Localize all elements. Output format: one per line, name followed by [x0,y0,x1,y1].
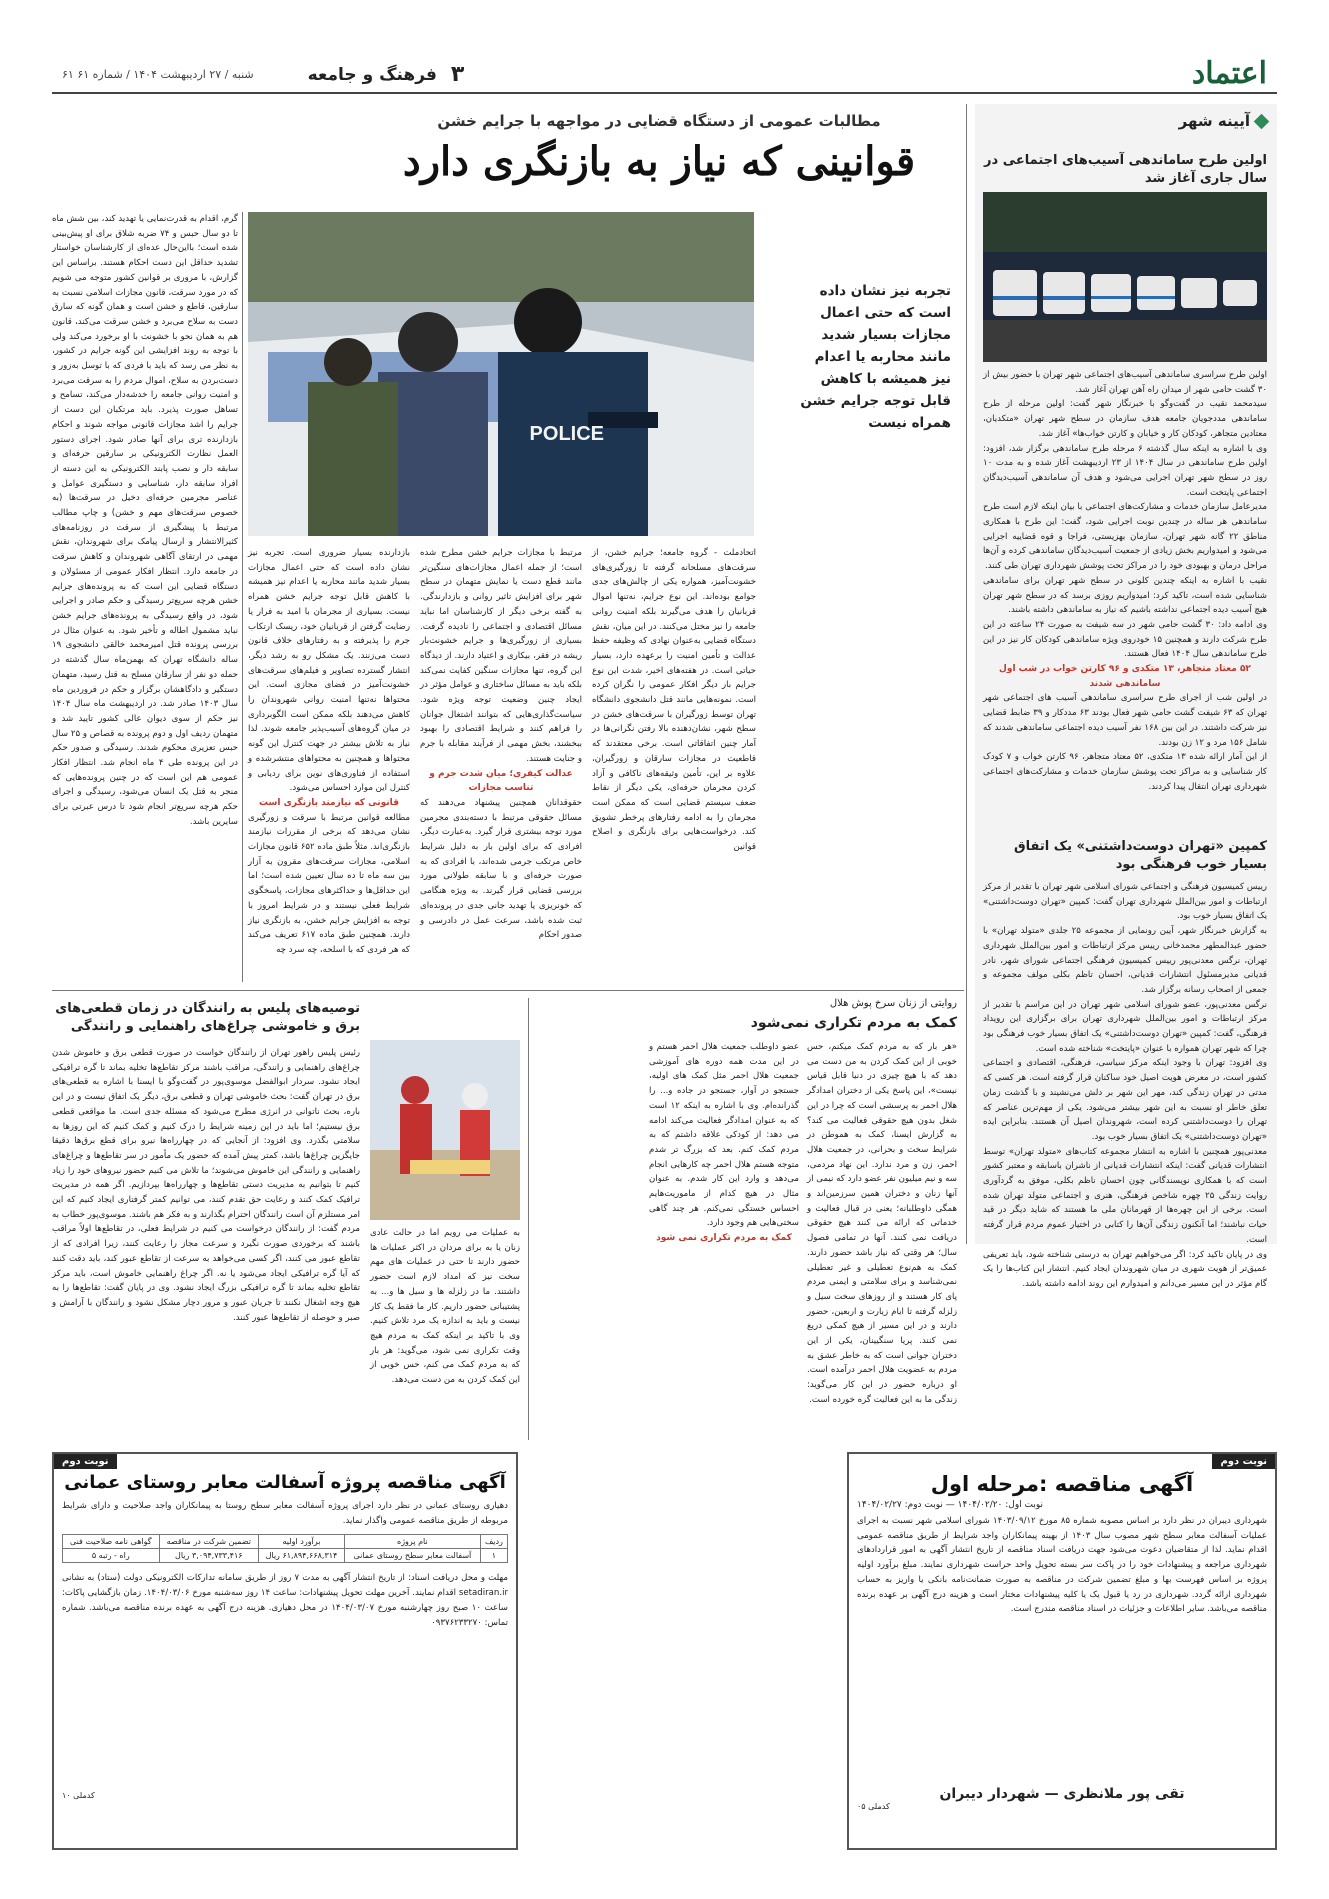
table-header-row: ردیف نام پروژه برآورد اولیه تضمین شرکت در مناقصه گواهی نامه صلاحیت فنی [63,1535,508,1549]
sidebar-section-title: آیینه شهر [1179,112,1267,130]
diamond-icon [1254,113,1270,129]
sidebar-story1-headline[interactable]: اولین طرح ساماندهی آسیب‌های اجتماعی در سال جاری آغاز شد [984,153,1267,186]
ad-tender-right [847,1452,1277,1850]
traffic-body: رئیس پلیس راهور تهران از رانندگان خواست در صورت قطعی برق و خاموش شدن چراغ‌های راهنمایی و رانندگی، مراقب باشند مرکز تقاطع‌ها تخلیه بماند تا گره ترافیکی ایجاد نشود. سردار ابوالفضل موسوی‌پور در گفت‌وگو با ایسنا با اشاره به قطعی‌های برق در تهران گفت: بحث خاموشی تهران و قطعی برق، دیگر یک اتفاق نیست و در این باره، بحث ناتوانی در انرژی مطرح می‌شود که مسئله جدی است. ما مواقعی قطعی برق نیستیم؛ اما باید در این زمینه شرایط را درک کنیم و کمک کنیم که این روزها به سلامتی بگذرد. وی افزود: از آنجایی که در چهارراه‌ها نیرو برای قطع برق‌ها دقیقا جایگزین چراغ‌ها باشد، کمتر پیش آمده که حضور یک مأمور در سر تقاطع‌ها و چراغ‌های راهنمایی و رانندگی این خاموش می‌شوند؛ ما تلاش می کنیم حضور نیروهای خود را زیاد کنیم تا بتوانیم به مدیریت دستی تقاطع‌ها و چهارراه‌ها بپردازیم. اگر همه در مدیریت ترافیک کمک کنند و رعایت حق تقدم کنند، می توانیم کمتر گرفتاری ایجاد کنیم که این امر مستلزم آن است رانندگان احترام بگذارند و به فکر هم باشند. موسوی‌پور خطاب به مردم گفت: از رانندگان درخواست می کنیم در شرایط فعلی، در تقاطع‌ها اولاً مراقب باشند که برخوردی صورت نگیرد و سرعت مجاز را رعایت کنند، زیرا افرادی که از تقاطع عبور می کنند، اگر کسی می‌خواهد به سرعت از تقاطع عبور کند، باید دقت کنند که آیا گره ترافیکی ایجاد می‌شود یا نه. اگر چراغ راهنمایی خاموش است، باید مرکز تقاطع تخلیه بماند تا گره ترافیکی بزرگ ایجاد نشود. وی در پایان گفت: تقاطع‌ها را به هیچ وجه اشغال نکنند تا جریان عبور و مرور دچار مشکل نشود و رانندگان با آرامش و صبر و حوصله از تقاطع‌ها عبور کنند. [52,1048,360,1323]
sidebar-story2-body: رییس کمیسیون فرهنگی و اجتماعی شورای اسلامی شهر تهران با تقدیر از مرکز ارتباطات و امور بین‌الملل شهرداری تهران گفت: کمپین «تهران دوست‌داشتنی» یک اتفاق بسیار خوب بود. به گزارش خبرنگار شهر، آیین رونمایی از مجموعه ۲۵ جلدی «متولد تهران» با حضور عبدالمطهر محمدخانی رییس مرکز ارتباطات و امور بین‌الملل شهرداری تهران، نرگس معدنی‌پور رییس کمیسیون فرهنگی اجتماعی شورای شهر، نادر قدیانی مدیرمسئول انتشارات قدیانی، احسان تاظم بکلی مولف مجموعه و جمعی از اصحاب رسانه برگزار شد. نرگس معدنی‌پور، عضو شورای اسلامی شهر تهران در این مراسم با تقدیر از مرکز ارتباطات و امور بین‌الملل شهرداری تهران برای برگزاری این رویداد فرهنگی، گفت: کمپین «تهران دوست‌داشتنی» یک اتفاق بسیار خوب فرهنگی بود چرا که شهر تهران همواره با عنوان «پایتخت» شناخته شده است. وی افزود: تهران با وجود اینکه مرکز سیاسی، فرهنگی، اقتصادی و اجتماعی کشور است، در معرض هویت اصیل خود ساکنان قرار گرفته است. هر کسی که مدتی در تهران زندگی کند، مهر این شهر بر دلش می‌نشیند و با گذشت زمان تعلق خاطر او نسبت به این شهر بیشتر می‌شود. یکی از مهم‌ترین عناصر که تهران را دوست‌داشتنی کرده است، شهروندان اصیل آن هستند. بنابراین ایده «تهران دوست‌داشتنی» یک اتفاق بسیار خوب بود. معدنی‌پور همچنین با اشاره به انتشار مجموعه کتاب‌های «متولد تهران» توسط انتشارات قدیانی گفت: اینکه انتشارات قدیانی از ناشران باسابقه و معتبر کشور است که با همکاری نویسندگانی چون احسان ناظم بکلی، موفق به گردآوری روایت زندگی ۲۵ چهره شاخص فرهنگی، هنری و اجتماعی متولد تهران شده است. برخی از این چهره‌ها از قهرمانان ملی ما هستند که شاید دیگر در قید حیات نباشند؛ اما آنکنون زندگی آن‌ها را کتابی در اختیار عموم مردم قرار گرفته است. وی در پایان تاکید کرد: اگر می‌خواهیم تهران به درستی شناخته شود، باید تعریفی عمیق‌تر از هویت شهری در میان شهروندان ایجاد کنیم. انتشار این کتاب‌ها را یک گام مؤثر در این مسیر می‌دانم و امیدوارم این روند ادامه داشته باشد. [983,882,1268,1289]
svg-text:POLICE: POLICE [529,423,604,445]
main-subhead-c: عدالت کیفری؛ میان شدت جرم و تناسب مجازات [429,768,573,794]
issue-date: شنبه / ۲۷ اردیبهشت ۱۴۰۴ / شماره ۶۱ ۶۱ [62,68,254,81]
header-rule [52,92,1277,94]
redcrescent-subhead: کمک به مردم تکراری نمی شود [656,1233,792,1244]
ad-intro: دهیاری روستای عمانی در نظر دارد اجرای پروژه آسفالت معابر سطح روستا به پیمانکاران واجد صلاحیت و دارای شرایط مربوطه از طریق مناقصه عمومی واگذار نماید. [62,1501,508,1526]
sidebar-subhead: ۵۲ معتاد متجاهر، ۱۳ متکدی و ۹۶ کارتن خواب در شب اول ساماندهی شدند [999,664,1251,689]
redcrescent-col3: به عملیات می رویم اما در حالت عادی زنان یا به برای مردان در اکثر عملیات ها حضور دارند تا حتی در عملیات های مهم سخت نیز که امداد لازم است حضور داشتند. ما در زلزله ها و سیل ها و... به پشتیبانی حضور داریم. کار ما فقط یک کار نیست و باید به اندازه یک مرد تلاش کنیم. وی با تاکید بر اینکه کمک به مردم هیچ وقت تکراری نمی شود، می‌گوید: هر بار که به مردم کمک می کنم، حس خوبی از این کمک کردن به من دست می‌دهد. [370,1228,520,1386]
rescue-workers-image [370,1040,520,1220]
police-photo [248,212,754,536]
redcrescent-photo [370,1040,520,1220]
ad-title[interactable]: آگهی مناقصه :مرحله اول [930,1472,1194,1496]
main-column-d: اتحادملت - گروه جامعه؛ جرایم خشن، از سرقت‌های مسلحانه گرفته تا زورگیری‌های خشونت‌آمیز، همواره یکی از چالش‌های جدی جوامع بوده‌اند. این نوع جرایم، نه‌تنها اموال قربانیان را هدف می‌گیرند بلکه امنیت روانی جامعه را نیز مختل می‌کنند. در این میان، نقش دستگاه قضایی به‌عنوان نهادی که وظیفه حفظ عدالت و تأمین امنیت را برعهده دارد، بسیار حیاتی است. در هفته‌های اخیر، شدت این نوع جرایم بار دیگر افکار عمومی را نگران کرده است. نمونه‌هایی مانند قتل دانشجوی دانشگاه تهران توسط زورگیران با سرقت‌های خشن در سطح شهر، نشان‌دهنده بالا رفتن نگرانی‌ها در آمار چنین اتفاقاتی است. برخی معتقدند که قاطعیت در مجازات سارقان و زورگیران، علاوه بر این، تأمین وثیقه‌های ناکافی و آزاد کردن مجرمان حرفه‌ای، یکی دیگر از نقاط ضعف سیستم قضایی است که ممکن است مجرمان را به ادامه رفتارهای پرخطر تشویق کند. درخواست‌هایی برای بازنگری و اصلاح قوانین [592,548,756,853]
page-info [62,62,464,87]
ambulance-image [983,192,1267,362]
ad-title[interactable]: آگهی مناقصه پروژه آسفالت معابر روستای عمانی [64,1472,506,1493]
ad-table [62,1534,508,1563]
column-divider [242,212,243,982]
police-arrest-image [248,212,754,536]
section-rule [52,990,964,991]
newspaper-logo: اعتماد [1191,56,1267,91]
main-column-c: مرتبط با مجازات جرایم خشن مطرح شده است؛ از جمله اعمال مجازات‌های سنگین‌تر مانند قطع دست یا نمایش متهمان در سطح شهر برای افزایش تاثیر روانی و بازدارندگی. به گفته برخی دیگر از کارشناسان اما نباید مسائل اقتصادی و اجتماعی را نادیده گرفت. بسیاری از زورگیری‌ها و جرایم خشونت‌بار ریشه در فقر، بیکاری و اعتیاد دارند. از دیدگاه این گروه، تنها مجازات سنگین کفایت نمی‌کند بلکه باید به مسائل ساختاری و عوامل مؤثر در ایجاد چنین وضعیت توجه ویژه شود. سیاست‌گذاری‌هایی که بتوانند اشتغال جوانان را فراهم کنند و شرایط اقتصادی را بهبود ببخشند، بخش مهمی از فرآیند مقابله با جرم و جنایت هستند. عدالت کیفری؛ میان شدت جرم و تناسب مجازات حقوقدانان همچنین پیشنهاد می‌دهند که مسائل حقوقی مرتبط با دسته‌بندی مجرمین مورد توجه بیشتری قرار گیرد. به‌عبارت دیگر، افرادی که برای اولین بار به دلیل شرایط خاص مرتکب جرمی شده‌اند، با افرادی که به صورت حرفه‌ای و با سابقه طولانی مورد بررسی قضایی قرار گیرند. به ویژه هنگامی که خونریزی یا تهدید جانی جدی در پرونده‌ای ثبت شده باشد، سرعت عمل در دادرسی و صدور احکام [420,548,582,941]
ad-code: کدملی ۰۵ [857,1802,890,1811]
ad-tender-left [52,1452,518,1850]
sidebar-story2-headline[interactable]: کمپین «تهران دوست‌داشتنی» یک اتفاق بسیار خوب فرهنگی بود [1014,839,1267,872]
ad-details: مهلت و محل دریافت اسناد: از تاریخ انتشار آگهی به مدت ۷ روز از طریق سامانه تدارکات الکترونیکی دولت (ستاد) به نشانی setadiran.ir اقدام نمایند. آخرین مهلت تحویل پیشنهادات: ساعت ۱۴ روز سه‌شنبه مورخ ۱۴۰۴/۰۳/۰۶. زمان بازگشایی پاکات: ساعت ۱۰ صبح روز چهارشنبه مورخ ۱۴۰۴/۰۳/۰۷ در محل دهیاری. هزینه درج آگهی به عهده برنده مناقصه می‌باشد. شماره تماس: ۰۹۳۷۶۲۳۳۲۷۰ [62,1573,509,1628]
table-row: ۱ آسفالت معابر سطح روستای عمانی ۶۱,۸۹۴,۶۶۸,۳۱۴ ریال ۳,۰۹۴,۷۳۳,۴۱۶ ریال راه - رتبه ۵ [63,1549,508,1563]
ad-badge: نوبت دوم [54,1454,117,1469]
main-column-b: بازدارنده بسیار ضروری است. تجربه نیز نشان داده است که حتی اعمال مجازات بسیار شدید مانند محاربه یا اعدام نیز همیشه با کاهش قابل توجه جرایم خشن همراه نیست. بسیاری از مجرمان با امید به فرار یا رضایت گرفتن از قربانیان خود، ریسک ارتکاب جرم را پذیرفته و به رفتارهای خلاف قانون دست می‌زنند. یک مشکل رو به رشد دیگر، انتشار گسترده تصاویر و فیلم‌های سرقت‌های خشونت‌آمیز در فضای مجازی است. این محتواها نه‌تنها امنیت روانی شهروندان را کاهش می‌دهند بلکه ممکن است الگوبرداری در میان گروه‌های آسیب‌پذیر جامعه شوند. لذا نیاز به تلاش بیشتر در جهت کنترل این گونه محتواها و همچنین به محتواهای منتشرشده و استفاده از فناوری‌های نوین برای ردیابی و کنترل این موارد احساس می‌شود. قانونی که نیازمند بازنگری است مطالعه قوانین مرتبط با سرقت و زورگیری نشان می‌دهد که برخی از مقررات نیازمند بازنگری‌اند. مثلاً طبق ماده ۶۵۲ قانون مجازات اسلامی، مجازات سرقت‌های مقرون به آزار بین سه ماه تا ده سال تعیین شده است؛ اما این حداقل‌ها و حداکثرهای مجازات، پاسخگوی شرایط فعلی نیستند و در شرایط امروز با توجه به افزایش جرایم خشن، به بازنگری نیاز دارند. همچنین طبق ماده ۶۱۷ تعریف می‌کند که هر فردی که با اسلحه، چه سرد چه [248,548,410,955]
column-divider [528,998,529,1440]
column-divider [966,104,967,1244]
redcrescent-col2: عضو داوطلب جمعیت هلال احمر هستم و در این مدت همه دوره های آموزشی جمعیت هلال احمر مثل کمک های اولیه، جستجو در آوار، جستجو در جاده و... را گذرانده‌ام. وی با اشاره به اینکه ۱۲ است که به عنوان امدادگر فعالیت می‌کند ادامه می دهد: از کودکی علاقه داشتم که به مردم کمک کنم. بعد که بزرگ تر شدم متوجه هستم هلال احمر چه کارهایی انجام می‌دهد و وارد این کار شدم. به عنوان مثال در هیچ کدام از ماموریت‌هایم احساس خستگی نمی‌کنم. هر چند گاهی سختی‌هایی هم وجود دارد. کمک به مردم تکراری نمی شود [649,1040,799,1440]
page-number: ۳ [450,62,465,87]
redcrescent-headline[interactable]: کمک به مردم تکراری نمی‌شود [750,1015,957,1031]
main-headline[interactable]: قوانینی که نیاز به بازنگری دارد [402,138,916,185]
pull-quote: تجربه نیز نشان داده است که حتی اعمال مجازات بسیار شدید مانند محاربه یا اعدام نیز همیشه با کاهش قابل توجه جرایم خشن همراه نیست [800,283,951,431]
main-subhead-b: قانونی که نیازمند بازنگری است [259,797,399,808]
section-name: فرهنگ و جامعه [307,64,437,85]
ad-body: شهرداری دیبران در نظر دارد بر اساس مصوبه شماره ۸۵ مورخ ۱۴۰۳/۰۹/۱۲ شورای اسلامی شهر نسبت به اجرای عملیات آسفالت معابر سطح شهر مصوب سال ۱۴۰۳ از بهینه پیمانکاران واجد شرایط از طریق مناقصه عمومی اقدام نماید. لذا از متقاضیان دعوت می‌شود جهت دریافت اسناد مناقصه از تاریخ انتشار آگهی به امور قراردادهای شهرداری مراجعه و پیشنهادات خود را در پاکت سر بسته تحویل واحد حراست شهرداری نمایند. مبلغ برآورد اولیه پروژه بر اساس فهرست بها و مبلغ تضمین شرکت در مناقصه به صورت ضمانت‌نامه بانکی یا واریز به حساب شهرداری ارائه گردد. شهرداری در رد یا قبول یک یا کلیه پیشنهادات مختار است و هزینه درج آگهی بر عهده برنده مناقصه می‌باشد. سایر اطلاعات و جزئیات در اسناد مناقصه مندرج است. [857,1516,1268,1615]
ambulance-photo [983,192,1267,362]
sidebar-story1-body: اولین طرح سراسری ساماندهی آسیب‌های اجتماعی شهر تهران با حضور بیش از ۳۰ گشت حامی شهر از میدان راه آهن تهران آغاز شد. سیدمحمد نقیب در گفت‌وگو با خبرنگار شهر گفت: اولین مرحله از طرح ساماندهی مددجویان جامعه هدف سازمان در سطح شهر تهران «متکدیان، معتادین متجاهر، کودکان کار و خیابان و کارتن خواب‌ها» آغاز شد. وی با اشاره به اینکه سال گذشته ۶ مرحله طرح ساماندهی برگزار شد، افزود: اولین طرح ساماندهی در سال ۱۴۰۴ از ۲۳ اردیبهشت آغاز شده و به مدت ۱۰ روز در سطح شهر تهران اجرایی می‌شود و هدف آن ساماندهی آسیب‌دیدگان اجتماعی پایتخت است. مدیرعامل سازمان خدمات و مشارکت‌های اجتماعی با بیان اینکه لازم است طرح ساماندهی هر ساله در چندین نوبت اجرایی شود، گفت: این طرح با همکاری مناطق ۲۲ گانه شهر تهران، سازمان بهزیستی، فراجا و قوه قضاییه اجرایی می‌شود و امیدواریم بخش زیادی از جمعیت آسیب‌دیدگان ساماندهی کرده و آن‌ها مراحل درمان و بهبودی خود را در مراکز تحت پوشش شهرداری تهران طی کنند. نقیب با اشاره به اینکه چندین کلونی در سطح شهر تهران برای ساماندهی شناسایی شده است، تاکید کرد: امیدواریم روزی برسد که در سطح شهر تهران هیچ آسیب دیده اجتماعی نداشته باشیم که نیاز به ساماندهی داشته باشند. وی ادامه داد: ۳۰ گشت حامی شهر در سه شیفت به صورت ۲۴ ساعته در این طرح شرکت دارند و همچنین ۱۵ خودروی ویژه ساماندهی کودکان کار نیز در این طرح ساماندهی سال ۱۴۰۴ فعال هستند. ۵۲ معتاد متجاهر، ۱۳ متکدی و ۹۶ کارتن خواب در شب اول ساماندهی شدند در اولین شب از اجرای طرح سراسری ساماندهی آسیب های اجتماعی شهر تهران که ۶۳ شیفت گشت حامی شهر فعال بودند ۶۳ مددکار و ۳۹ ضابط قضایی نیز شرکت داشتند. در این بین ۱۶۸ نفر آسیب دیده اجتماعی ساماندهی شدند که شامل ۱۵۶ مرد و ۱۲ زن بودند. از این آمار ارائه شده ۱۳ متکدی، ۵۲ معتاد متجاهر، ۹۶ کارتن خواب و ۷ کودک کار شناسایی و به مراکز تحت پوشش سازمان خدمات و مشارکت‌های اجتماعی شهرداری تهران انتقال پیدا کردند. [983,370,1268,792]
main-column-a: گرم، اقدام به قدرت‌نمایی یا تهدید کند، بین شش ماه تا دو سال حبس و ۷۴ ضربه شلاق برای او پیش‌بینی شده است؛ بااین‌حال عده‌ای از کارشناسان خواستار تشدید حداقل این دست احکام هستند. براساس این گزارش، با مروری بر قوانین کشور متوجه می شویم که در مورد سرقت، قانون مجازات اسلامی نسبت به سارقین، قاطع و خشن است و همان گونه که سارق دست به سلاح می‌برد و خشن سرقت می‌کند، قانون هم به همان نحو با خشونت با او برخورد می‌کند ولی با توجه به روند افزایشی این گونه جرایم در کشور، به نظر می رسد که باید با فردی که با توسل به‌زور و دست‌بردن به سلاح، اموال مردم را به سرقت می‌برد و امنیت روانی جامعه را خدشه‌دار می‌کند، تسامح و تساهل صورت پذیرد. باید مرتکبان این دست از جرایم را اشد مجازات قانونی مواجه شوند و احکام بازدارنده تری برای آنها صادر شود. اجرای دستور العمل نظارت الکترونیکی بر سارقین حرفه‌ای و سابقه دار و نصب پابند الکترونیکی به این دسته از افراد سابقه دار، شناسایی و دستگیری عوامل و عناصر مجرمین حرفه‌ای دخیل در سرقت‌ها (به خصوص سرقت‌های مهم و خشن) و چاپ مطالب مرتبط با پیشگیری از سرقت در روزنامه‌های کثیرالانتشار و ارسال پیامک برای شهروندان، نقش مهمی در ارتقای آگاهی شهروندان و کاهش سرقت در جامعه دارد. انتظار افکار عمومی از مسئولان و دستگاه قضایی این است که به پرونده‌های جرایم خشن هرچه سریع‌تر رسیدگی و حکم صادر و اجرایی شود، در واقع رسیدگی به پرونده‌های جرایم خشن نباید مشمول اطاله و تأخیر شود. به عنوان مثال در بررسی پرونده قتل امیرمحمد خالقی دانشجوی ۱۹ ساله دانشگاه تهران که بهمن‌ماه سال گذشته در حمله دو نفر از سارقان مسلح به قتل رسید، متهمان دستگیر و دادگاهشان برگزار و حکم در فروردین ماه سال ۱۴۰۳ صادر شد. در اردیبهشت ماه سال ۱۴۰۴ نیز حکم از سوی دیوان عالی کشور تایید شد و متهمان ردیف اول و دوم پرونده به قصاص و ۲۵ سال حبس تعزیری محکوم شدند. رسیدگی و صدور حکم در این پرونده طی ۴ ماه انجام شد. انتظار افکار عمومی هم این است که در چنین پرونده‌هایی که منجر به قتل یک انسان می‌شود، رسیدگی و اجرای حکم هرچه سریع‌تر انجام شود تا درس عبرتی برای سایرین باشد. [52,214,238,827]
main-kicker: مطالبات عمومی از دستگاه قضایی در مواجهه با جرایم خشن [437,112,881,130]
ad-signature: تقی پور ملانظری — شهردار دیبران [939,1786,1185,1802]
ad-badge: نوبت دوم [1212,1454,1275,1469]
ad-code: کدملی ۱۰ [62,1791,95,1801]
redcrescent-col1: «هر بار که به مردم کمک میکنم، حس خوبی از این کمک کردن به من دست می دهد که با هیچ چیزی در دنیا قابل قیاس نیست»، این پاسخ یکی از دختران امدادگر هلال احمر به پرسشی است که چرا در این شغل بدون هیچ حقوقی فعالیت می کند؟ به گزارش ایسنا، کمک به هموطن در شرایط سخت و بحرانی، در جمعیت هلال احمر، زن و مرد ندارد. این نهاد مردمی، سه و نیم میلیون نفر عضو دارد که نیمی از آنها زنان و دختران همین سرزمین‌اند و همگی داوطلبانه؛ یعنی در قبال فعالیت و خدماتی که ارائه می کنند هیچ حقوقی دریافت نمی کنند. آنها در تمامی فصول سال؛ هر وقتی که نیاز باشد حضور دارند. کمک به هم‌نوع تعطیلی و غیر تعطیلی نمی‌شناسد و برای سلامتی و ایمنی مردم پای کار هستند و از روزهای سخت سیل و زلزله گرفته تا ایام زیارت و اربعین، حضور دارند و در این مسیر از هیچ کمکی دریغ نمی کنند. پریا سنگیینان، یکی از این دختران جوانی است که به خاطر عشق به مردم به عضویت هلال احمر درآمده است. او درباره حضور در این کار می‌گوید: زندگی ما به این فعالیت گره خورده است. [807,1042,957,1405]
ad-dates: نوبت اول: ۱۴۰۴/۰۲/۲۰ — نوبت دوم: ۱۴۰۴/۰۲/۲۷ [857,1500,1044,1510]
redcrescent-kicker: روایتی از زنان سرخ پوش هلال [829,998,957,1009]
traffic-headline[interactable]: توصیه‌های پلیس به رانندگان در زمان قطعی‌های برق و خاموشی چراغ‌های راهنمایی و رانندگی [55,1001,360,1034]
